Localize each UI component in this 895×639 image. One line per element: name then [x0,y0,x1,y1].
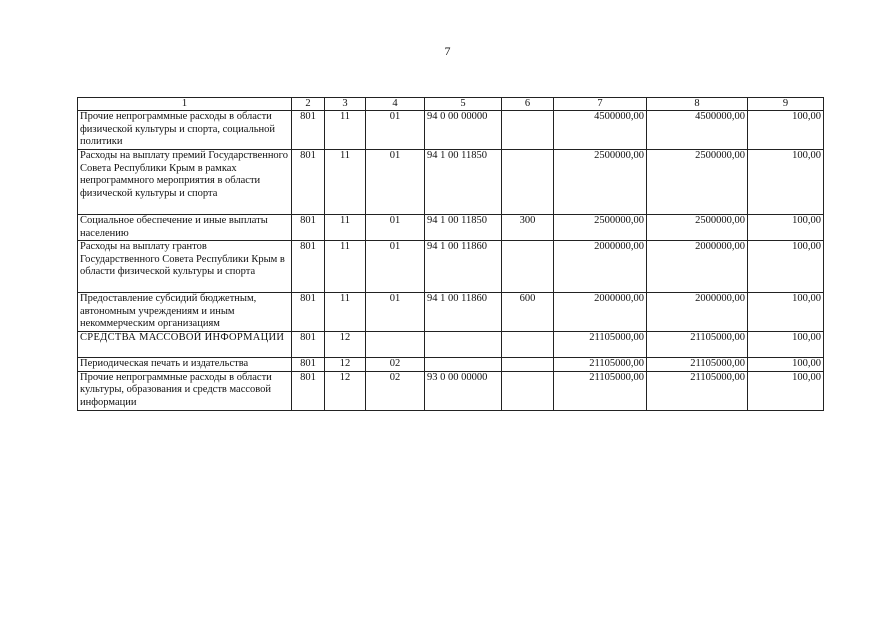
col-3-value: 12 [325,371,366,410]
row-name: Расходы на выплату грантов Государственного Совета Республики Крым в области физической культуры и спорта [78,241,292,293]
col-8-value: 2000000,00 [647,293,748,332]
col-7-value: 2000000,00 [554,241,647,293]
col-3-value: 11 [325,215,366,241]
table-row [78,241,824,293]
col-2-value: 801 [292,293,325,332]
col-5-value: 93 0 00 00000 [425,371,502,410]
col-7-value: 2000000,00 [554,293,647,332]
col-8-value: 2000000,00 [647,241,748,293]
col-8-value: 2500000,00 [647,150,748,215]
col-3-value: 11 [325,293,366,332]
col-8-value: 21105000,00 [647,358,748,372]
col-9-value: 100,00 [748,150,824,215]
col-6-value: 600 [502,293,554,332]
col-8-value: 21105000,00 [647,332,748,358]
col-4-value: 02 [366,358,425,372]
header-cell: 5 [425,98,502,111]
col-7-value: 21105000,00 [554,358,647,372]
table-row [78,371,824,410]
col-3-value: 11 [325,111,366,150]
col-5-value: 94 1 00 11860 [425,293,502,332]
col-7-value: 2500000,00 [554,150,647,215]
col-4-value: 01 [366,215,425,241]
col-2-value: 801 [292,371,325,410]
col-6-value [502,241,554,293]
col-5-value [425,358,502,372]
col-6-value [502,371,554,410]
table-row [78,150,824,215]
row-name: Предоставление субсидий бюджетным, автономным учреждениям и иным некоммерческим организациям [78,293,292,332]
col-8-value: 2500000,00 [647,215,748,241]
col-2-value: 801 [292,358,325,372]
col-9-value: 100,00 [748,111,824,150]
col-3-value: 11 [325,241,366,293]
col-6-value [502,150,554,215]
col-6-value [502,332,554,358]
row-name: СРЕДСТВА МАССОВОЙ ИНФОРМАЦИИ [78,332,292,358]
header-cell: 9 [748,98,824,111]
col-4-value: 01 [366,241,425,293]
col-7-value: 21105000,00 [554,332,647,358]
col-6-value [502,358,554,372]
table-row [78,111,824,150]
header-cell: 3 [325,98,366,111]
col-2-value: 801 [292,241,325,293]
col-9-value: 100,00 [748,293,824,332]
table-row [78,215,824,241]
col-8-value: 21105000,00 [647,371,748,410]
row-name: Социальное обеспечение и иные выплаты населению [78,215,292,241]
col-4-value: 01 [366,111,425,150]
header-row [78,98,824,111]
col-2-value: 801 [292,215,325,241]
header-cell: 7 [554,98,647,111]
col-9-value: 100,00 [748,332,824,358]
table-row [78,358,824,372]
col-5-value: 94 1 00 11860 [425,241,502,293]
col-6-value: 300 [502,215,554,241]
col-9-value: 100,00 [748,241,824,293]
row-name: Прочие непрограммные расходы в области культуры, образования и средств массовой информации [78,371,292,410]
col-8-value: 4500000,00 [647,111,748,150]
col-3-value: 12 [325,332,366,358]
header-cell: 1 [78,98,292,111]
row-name: Расходы на выплату премий Государственного Совета Республики Крым в рамках непрограммного мероприятия в области физической культуры и спорта [78,150,292,215]
col-4-value: 01 [366,293,425,332]
page-number: 7 [444,44,451,58]
col-2-value: 801 [292,150,325,215]
col-2-value: 801 [292,332,325,358]
col-5-value: 94 1 00 11850 [425,215,502,241]
col-2-value: 801 [292,111,325,150]
col-4-value [366,332,425,358]
col-4-value: 02 [366,371,425,410]
col-9-value: 100,00 [748,371,824,410]
table-row [78,293,824,332]
col-7-value: 4500000,00 [554,111,647,150]
col-5-value [425,332,502,358]
col-3-value: 12 [325,358,366,372]
col-7-value: 2500000,00 [554,215,647,241]
table-row [78,332,824,358]
header-cell: 6 [502,98,554,111]
col-7-value: 21105000,00 [554,371,647,410]
col-6-value [502,111,554,150]
row-name: Прочие непрограммные расходы в области физической культуры и спорта, социальной политики [78,111,292,150]
col-9-value: 100,00 [748,215,824,241]
budget-table [77,97,824,411]
row-name: Периодическая печать и издательства [78,358,292,372]
header-cell: 4 [366,98,425,111]
header-cell: 8 [647,98,748,111]
header-cell: 2 [292,98,325,111]
col-5-value: 94 1 00 11850 [425,150,502,215]
col-4-value: 01 [366,150,425,215]
col-9-value: 100,00 [748,358,824,372]
col-3-value: 11 [325,150,366,215]
col-5-value: 94 0 00 00000 [425,111,502,150]
